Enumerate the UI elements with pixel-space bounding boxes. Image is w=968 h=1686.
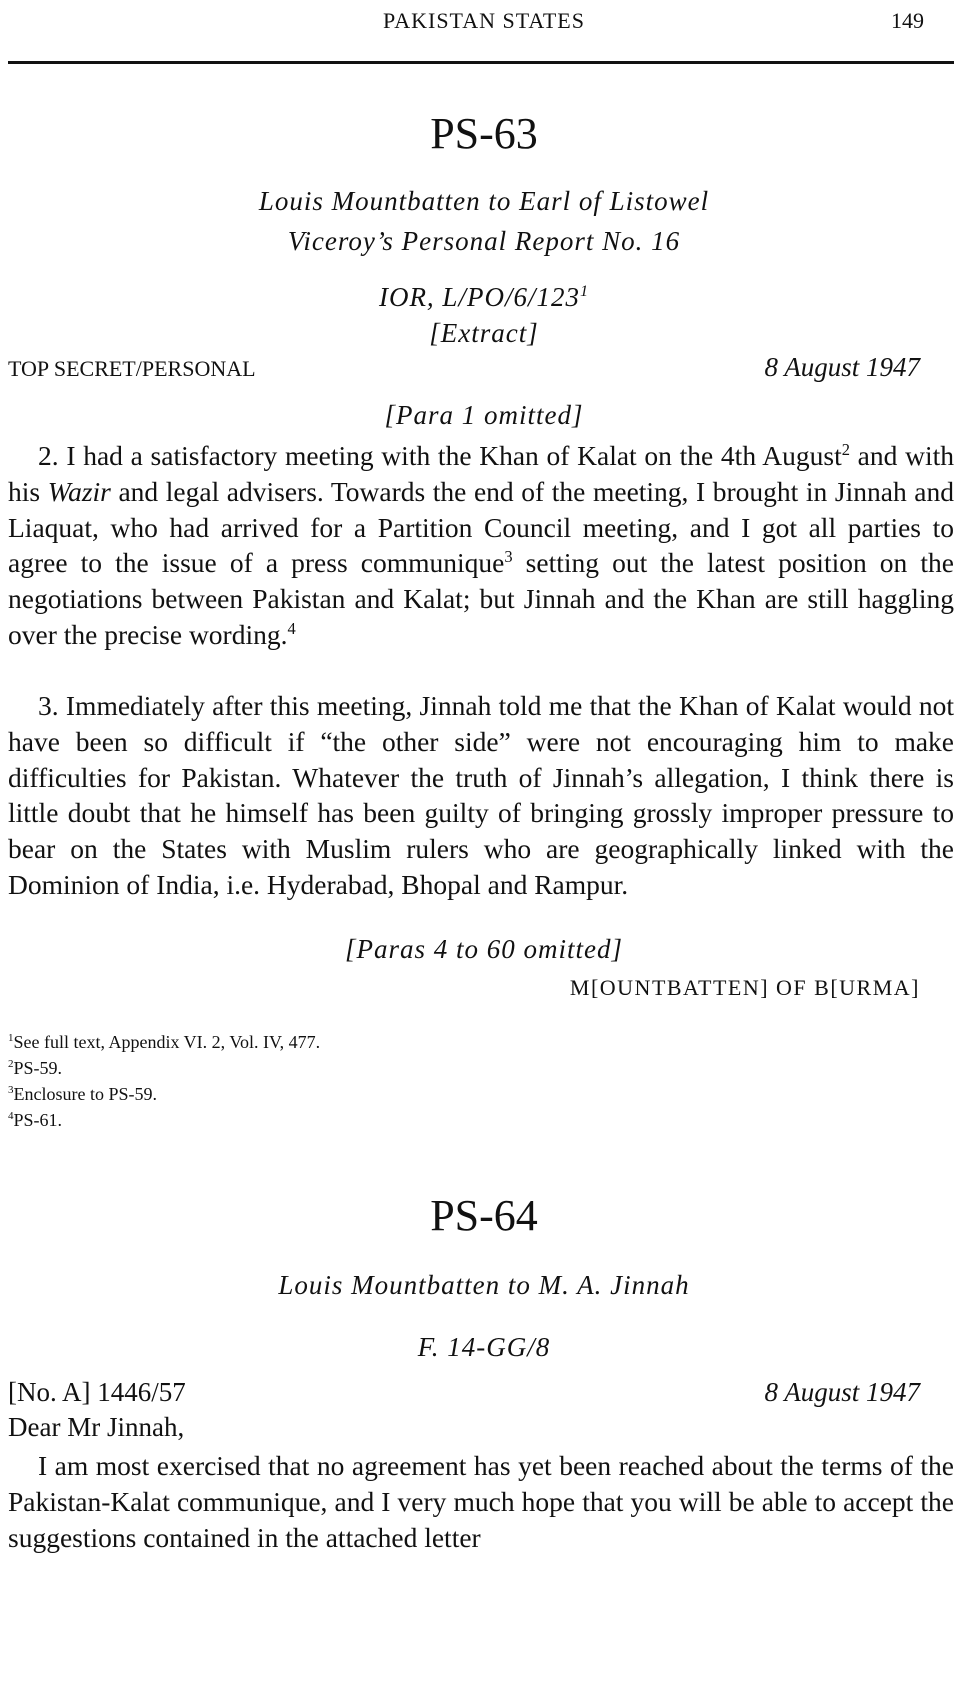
footnote-mark: 2 xyxy=(8,1058,14,1070)
document-from-to: Louis Mountbatten to Earl of Listowel xyxy=(258,186,710,216)
page-number: 149 xyxy=(891,8,924,33)
paragraph-2 xyxy=(8,438,954,653)
document-report-title: Viceroy’s Personal Report No. 16 xyxy=(287,226,681,256)
paragraph-2-text: and legal advisers. Towards the end of the meeting, I brought in Jinnah and Liaquat, who had arrived for a Partition Council meeting, and I got all parties to agree to the issue of a press communique xyxy=(8,475,954,579)
footnote xyxy=(8,1081,320,1107)
footnote-marker: 1 xyxy=(579,282,590,300)
footnote-text: Enclosure to PS-59. xyxy=(13,1084,157,1104)
running-title: PAKISTAN STATES xyxy=(383,8,585,33)
footnote xyxy=(8,1029,320,1055)
archive-reference xyxy=(0,282,968,313)
footnote-marker: 2 xyxy=(841,439,850,459)
classification-label: TOP SECRET/PERSONAL xyxy=(8,356,256,381)
letter-body: I am most exercised that no agreement has yet been reached about the terms of the Pakistan-Kalat communique, and I very much hope that you will be able to accept the suggestions contained in the attached letter xyxy=(8,1450,954,1553)
running-header xyxy=(0,6,968,40)
paragraph-2-text: and with his xyxy=(8,440,954,507)
footnote xyxy=(8,1107,320,1133)
archive-reference-text: IOR, L/PO/6/123 xyxy=(378,282,580,312)
document-number: PS-63 xyxy=(430,109,538,158)
footnotes xyxy=(8,1029,320,1133)
footnote-text: PS-61. xyxy=(13,1110,63,1130)
reference-number: [No. A] 1446/57 xyxy=(8,1377,186,1407)
archive-reference: F. 14-GG/8 xyxy=(417,1332,551,1362)
salutation: Dear Mr Jinnah, xyxy=(8,1412,185,1442)
footnote-marker: 4 xyxy=(287,618,296,638)
footnote-mark: 1 xyxy=(8,1032,14,1044)
footnote-mark: 4 xyxy=(8,1110,14,1122)
footnote-mark: 3 xyxy=(8,1084,14,1096)
italic-term: Wazir xyxy=(47,475,111,507)
document-from-to: Louis Mountbatten to M. A. Jinnah xyxy=(278,1270,690,1300)
paragraph-2-text: setting out the latest position on the negotiations between Pakistan and Kalat; but Jinnah and the Khan are still haggling over the precise wording. xyxy=(8,547,954,650)
document-date: 8 August 1947 xyxy=(764,1377,920,1407)
footnote-text: PS-59. xyxy=(13,1058,63,1078)
extract-label: [Extract] xyxy=(429,318,539,348)
document-date: 8 August 1947 xyxy=(764,352,920,382)
document-number: PS-64 xyxy=(430,1191,538,1240)
footnote-text: See full text, Appendix VI. 2, Vol. IV, 477. xyxy=(13,1032,321,1052)
signature: M[OUNTBATTEN] OF B[URMA] xyxy=(569,975,920,1000)
paragraph-2-text: 2. I had a satisfactory meeting with the Khan of Kalat on the 4th August xyxy=(38,440,842,471)
omission-note: [Para 1 omitted] xyxy=(384,400,584,430)
footnote xyxy=(8,1055,320,1081)
paragraph-3: 3. Immediately after this meeting, Jinnah told me that the Khan of Kalat would not have been so difficult if “the other side” were not encouraging him to make difficulties for Pakistan. Whatever the truth of Jinnah’s allegation, I think there is little doubt that he himself has been guilty of bringing grossly improper pressure to bear on the States with Muslim rulers who are geographically linked with the Dominion of India, i.e. Hyderabad, Bhopal and Rampur. xyxy=(8,690,954,900)
header-rule xyxy=(8,61,954,64)
footnote-marker: 3 xyxy=(504,547,513,567)
omission-note: [Paras 4 to 60 omitted] xyxy=(344,934,623,964)
